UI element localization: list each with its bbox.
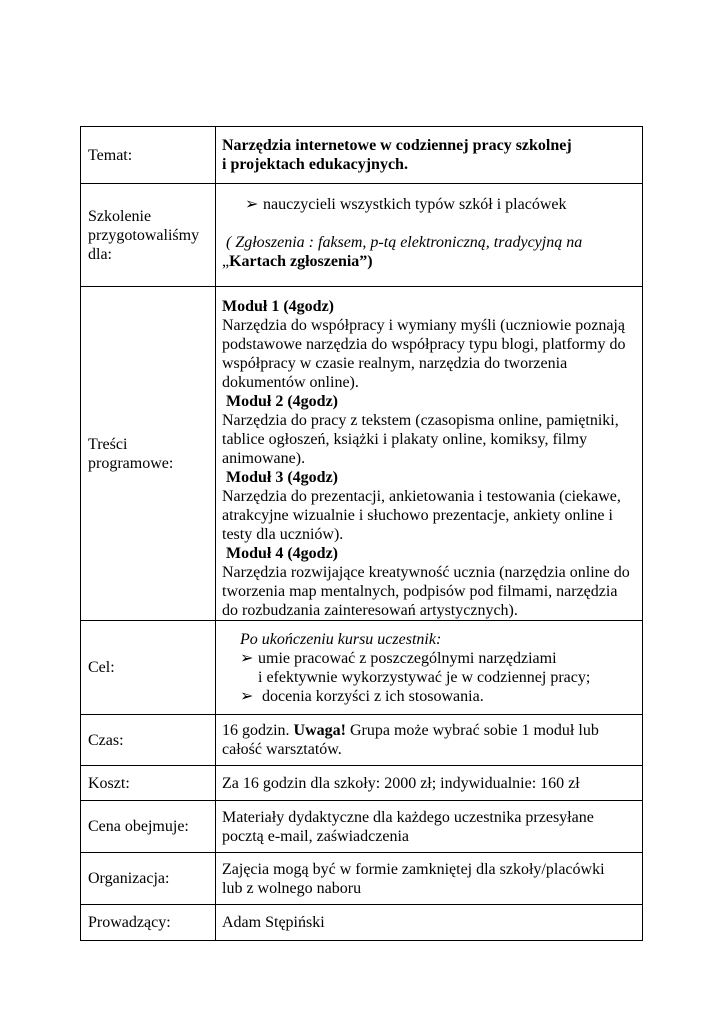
instructor-name: Adam Stępiński (222, 914, 325, 931)
organization-text: Zajęcia mogą być w formie zamkniętej dla szkoły/placówki lub z wolnego naboru (222, 860, 605, 897)
label-koszt (81, 766, 216, 801)
value-prowadzacy (216, 905, 643, 941)
quote-mark: „ (222, 253, 230, 270)
module-heading: Moduł 3 (4godz) (226, 469, 338, 486)
label-text: Prowadzący: (88, 914, 171, 931)
duration-text: 16 godzin. (222, 722, 294, 739)
registration-note-2 (222, 252, 636, 271)
label-cel (81, 621, 216, 715)
goal-text: docenia korzyści z ich stosowania. (258, 687, 484, 705)
goal-intro: Po ukończeniu kursu uczestnik: (240, 630, 442, 648)
module-heading: Moduł 4 (4godz) (226, 545, 338, 562)
goal-bullet-2 (240, 687, 636, 706)
audience-bullet (222, 195, 636, 214)
label-prowadzacy (81, 905, 216, 941)
value-czas (216, 715, 643, 766)
row-cel (81, 621, 643, 715)
value-organizacja (216, 853, 643, 905)
label-text: Cena obejmuje: (88, 818, 189, 835)
registration-note (222, 233, 636, 252)
price-includes-text: Materiały dydaktyczne dla każdego uczestnika przesyłane pocztą e-mail, zaświadczenia (222, 808, 594, 845)
label-text: Organizacja: (88, 870, 170, 887)
module-heading: Moduł 2 (4godz) (226, 393, 338, 410)
row-szkolenie (81, 184, 643, 287)
label-czas (81, 715, 216, 766)
goal-text: umie pracować z poszczególnymi narzędziami (258, 649, 557, 667)
arrow-bullet-icon: ➢ (245, 196, 259, 213)
value-cel (216, 621, 643, 715)
value-koszt (216, 766, 643, 801)
module-text: Narzędzia do współpracy i wymiany myśli (uczniowie poznają podstawowe narzędzia do współpracy typu blogi, platformy do współpracy w czasie realnym, narzędzia do tworzenia dokumentów online). (222, 317, 626, 391)
module-text: Narzędzia do prezentacji, ankietowania i testowania (ciekawe, atrakcyjne wizualnie i słuchowo prezentacje, ankiety online i testy dla uczniów). (222, 488, 621, 543)
value-temat (216, 127, 643, 184)
arrow-bullet-icon: ➢ (240, 687, 254, 705)
value-cena (216, 801, 643, 853)
row-koszt (81, 766, 643, 801)
label-text: Temat: (88, 146, 133, 164)
label-temat (81, 127, 216, 184)
label-text: Czas: (88, 731, 124, 749)
module-text: Narzędzia rozwijające kreatywność ucznia (narzędzia online do tworzenia map mentalnych, podpisów pod filmami, narzędzia do rozbudzania zainteresowań artystycznych). (222, 564, 630, 619)
label-text: programowe: (88, 454, 174, 472)
label-text: Koszt: (88, 774, 130, 792)
row-cena (81, 801, 643, 853)
audience-text: nauczycieli wszystkich typów szkół i placówek (263, 196, 567, 213)
arrow-bullet-icon: ➢ (240, 649, 254, 667)
module-text: Narzędzia do pracy z tekstem (czasopisma online, pamiętniki, tablice ogłoszeń, książki i plakaty online, komiksy, filmy animowane). (222, 412, 619, 467)
topic-line-2: i projektach edukacyjnych. (222, 156, 408, 173)
duration-warning: Uwaga! (293, 722, 346, 739)
row-prowadzacy (81, 905, 643, 941)
goal-bullet-1 (240, 649, 636, 668)
label-organizacja (81, 853, 216, 905)
registration-note-italic: ( Zgłoszenia : faksem, p-tą elektroniczną, tradycyjną na (226, 234, 583, 251)
registration-note-bold: Kartach zgłoszenia”) (229, 253, 373, 270)
label-cena (81, 801, 216, 853)
row-temat (81, 127, 643, 184)
label-text: Szkolenie (88, 207, 152, 225)
value-tresci (216, 287, 643, 621)
label-tresci (81, 287, 216, 621)
label-text: przygotowaliśmy (88, 226, 200, 244)
label-text: Cel: (88, 659, 115, 676)
course-info-sheet (80, 126, 643, 941)
row-czas (81, 715, 643, 766)
topic-line-1: Narzędzia internetowe w codziennej pracy szkolnej (222, 137, 572, 154)
module-heading: Moduł 1 (4godz) (222, 298, 334, 315)
label-text: dla: (88, 245, 112, 263)
cost-text: Za 16 godzin dla szkoły: 2000 zł; indywidualnie: 160 zł (222, 774, 580, 792)
row-tresci (81, 287, 643, 621)
row-organizacja (81, 853, 643, 905)
duration-note: Grupa może wybrać sobie 1 moduł lub całość warsztatów. (222, 722, 603, 758)
goal-text-cont: i efektywnie wykorzystywać je w codziennej pracy; (258, 668, 591, 686)
value-szkolenie (216, 184, 643, 287)
label-szkolenie (81, 184, 216, 287)
label-text: Treści (88, 435, 128, 453)
course-info-table (80, 126, 643, 941)
